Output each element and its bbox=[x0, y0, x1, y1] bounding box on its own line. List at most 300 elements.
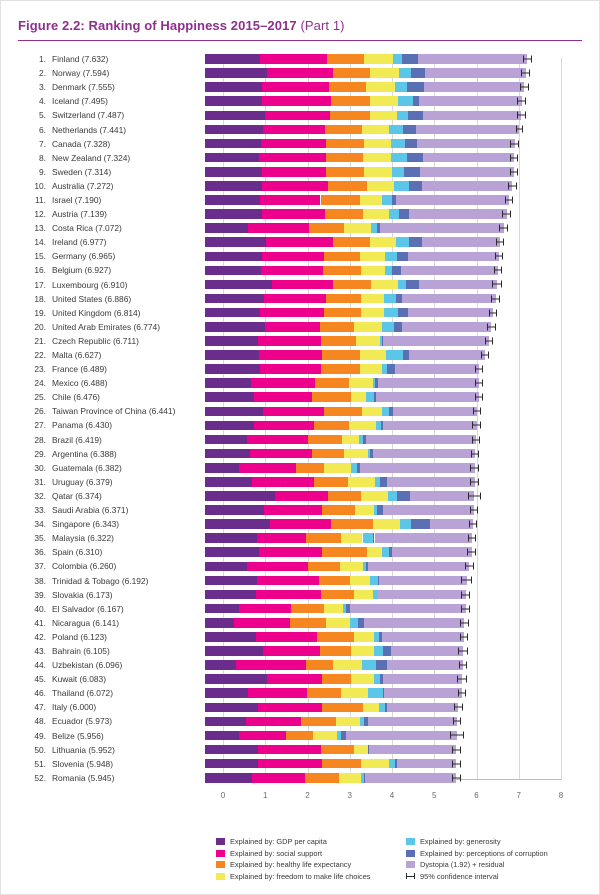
bar-segment bbox=[205, 82, 262, 92]
row-country-label: Ireland (6.977) bbox=[52, 237, 107, 248]
ranking-row bbox=[18, 573, 582, 587]
stacked-bar bbox=[205, 125, 582, 135]
bar-segment bbox=[419, 280, 497, 290]
bar-segment bbox=[370, 96, 399, 106]
ranking-row bbox=[18, 137, 582, 151]
ranking-row bbox=[18, 334, 582, 348]
bar-segment bbox=[360, 350, 386, 360]
bar-segment bbox=[392, 547, 472, 557]
bar-segment bbox=[382, 632, 464, 642]
bar-segment bbox=[205, 505, 264, 515]
row-country-label: Poland (6.123) bbox=[52, 631, 107, 642]
row-country-label: Argentina (6.388) bbox=[52, 448, 117, 459]
bar-segment bbox=[260, 195, 321, 205]
bar-segment bbox=[205, 68, 267, 78]
ranking-row bbox=[18, 278, 582, 292]
row-country-label: Thailand (6.072) bbox=[52, 688, 113, 699]
bar-segment bbox=[246, 717, 301, 727]
bar-segment bbox=[205, 435, 247, 445]
bar-segment bbox=[406, 280, 419, 290]
legend-item bbox=[406, 871, 548, 883]
row-country-label: Romania (5.945) bbox=[52, 772, 115, 783]
row-rank: 10. bbox=[34, 180, 46, 191]
bar-segment bbox=[393, 407, 478, 417]
bar-segment bbox=[395, 364, 480, 374]
bar-segment bbox=[363, 533, 374, 543]
bar-segment bbox=[364, 618, 465, 628]
row-country-label: Germany (6.965) bbox=[52, 251, 116, 262]
confidence-interval-bar bbox=[475, 397, 483, 398]
ranking-row bbox=[18, 672, 582, 686]
bar-segment bbox=[260, 308, 324, 318]
bar-segment bbox=[315, 378, 349, 388]
confidence-interval-bar bbox=[517, 115, 525, 116]
confidence-interval-bar bbox=[499, 228, 507, 229]
bar-segment bbox=[205, 618, 234, 628]
bar-segment bbox=[326, 167, 365, 177]
row-country-label: Kuwait (6.083) bbox=[52, 674, 106, 685]
bar-segment bbox=[260, 54, 327, 64]
row-country-label: Norway (7.594) bbox=[52, 68, 110, 79]
bar-segment bbox=[361, 759, 389, 769]
confidence-interval-bar bbox=[523, 58, 532, 59]
bar-segment bbox=[408, 308, 493, 318]
bar-segment bbox=[416, 125, 519, 135]
bar-segment bbox=[350, 604, 466, 614]
bar-segment bbox=[389, 209, 399, 219]
legend-item bbox=[216, 848, 371, 860]
bar-segment bbox=[366, 392, 374, 402]
ranking-row bbox=[18, 320, 582, 334]
row-country-label: Netherlands (7.441) bbox=[52, 124, 127, 135]
row-rank: 20. bbox=[34, 321, 46, 332]
bar-segment bbox=[363, 703, 379, 713]
bar-segment bbox=[236, 660, 305, 670]
ranking-row bbox=[18, 108, 582, 122]
stacked-bar bbox=[205, 153, 582, 163]
row-country-label: Lithuania (5.952) bbox=[52, 744, 115, 755]
ranking-row bbox=[18, 461, 582, 475]
row-country-label: Trinidad & Tobago (6.192) bbox=[52, 575, 149, 586]
stacked-bar bbox=[205, 703, 582, 713]
bar-segment bbox=[383, 336, 488, 346]
error-bar-icon bbox=[406, 873, 415, 880]
bar-segment bbox=[378, 378, 479, 388]
bar-segment bbox=[317, 632, 354, 642]
bar-segment bbox=[409, 237, 422, 247]
stacked-bar bbox=[205, 82, 582, 92]
bar-segment bbox=[397, 252, 408, 262]
bar-segment bbox=[370, 237, 396, 247]
row-country-label: Israel (7.190) bbox=[52, 194, 102, 205]
legend-swatch bbox=[406, 861, 415, 868]
bar-segment bbox=[354, 322, 381, 332]
bar-segment bbox=[402, 54, 419, 64]
stacked-bar bbox=[205, 209, 582, 219]
ranking-row bbox=[18, 306, 582, 320]
stacked-bar bbox=[205, 519, 582, 529]
bar-segment bbox=[265, 322, 320, 332]
row-rank: 43. bbox=[34, 645, 46, 656]
x-tick-label: 7 bbox=[516, 791, 521, 800]
bar-segment bbox=[387, 703, 459, 713]
confidence-interval-bar bbox=[452, 749, 460, 750]
bar-segment bbox=[397, 111, 408, 121]
row-country-label: Costa Rica (7.072) bbox=[52, 223, 122, 234]
bar-segment bbox=[368, 562, 470, 572]
bar-segment bbox=[205, 477, 252, 487]
legend-swatch bbox=[216, 873, 225, 880]
confidence-interval-bar bbox=[450, 735, 464, 736]
bar-segment bbox=[419, 96, 521, 106]
bar-segment bbox=[205, 322, 265, 332]
ranking-row bbox=[18, 729, 582, 743]
row-country-label: Uzbekistan (6.096) bbox=[52, 660, 123, 671]
bar-segment bbox=[387, 364, 394, 374]
bar-segment bbox=[262, 96, 331, 106]
row-country-label: Denmark (7.555) bbox=[52, 82, 115, 93]
bar-segment bbox=[409, 350, 485, 360]
ranking-row bbox=[18, 700, 582, 714]
bar-segment bbox=[340, 562, 363, 572]
row-rank: 1. bbox=[39, 54, 46, 65]
bar-segment bbox=[308, 562, 340, 572]
confidence-interval-bar bbox=[489, 312, 497, 313]
bar-segment bbox=[360, 252, 385, 262]
bar-segment bbox=[423, 111, 521, 121]
bar-segment bbox=[325, 209, 363, 219]
row-rank: 28. bbox=[34, 434, 46, 445]
x-tick-label: 4 bbox=[389, 791, 395, 800]
stacked-bar bbox=[205, 562, 582, 572]
row-rank: 25. bbox=[34, 392, 46, 403]
confidence-interval-bar bbox=[460, 622, 468, 623]
bar-segment bbox=[407, 153, 423, 163]
bar-segment bbox=[205, 223, 248, 233]
bar-segment bbox=[306, 660, 334, 670]
stacked-bar bbox=[205, 491, 582, 501]
row-rank: 40. bbox=[34, 603, 46, 614]
ranking-row bbox=[18, 489, 582, 503]
ranking-row bbox=[18, 545, 582, 559]
bar-segment bbox=[355, 505, 374, 515]
bar-segment bbox=[205, 717, 246, 727]
bar-segment bbox=[394, 181, 409, 191]
bar-segment bbox=[368, 717, 457, 727]
ranking-row bbox=[18, 616, 582, 630]
bar-segment bbox=[205, 660, 236, 670]
confidence-interval-bar bbox=[460, 636, 468, 637]
bar-segment bbox=[333, 237, 370, 247]
row-rank: 49. bbox=[34, 730, 46, 741]
bar-segment bbox=[376, 392, 479, 402]
bar-segment bbox=[394, 322, 402, 332]
bar-segment bbox=[325, 125, 362, 135]
bar-segment bbox=[350, 576, 371, 586]
bar-segment bbox=[362, 660, 376, 670]
bar-segment bbox=[382, 322, 394, 332]
bar-segment bbox=[324, 308, 361, 318]
x-tick-label: 5 bbox=[432, 791, 437, 800]
bar-segment bbox=[314, 421, 348, 431]
row-rank: 19. bbox=[34, 307, 46, 318]
bar-segment bbox=[205, 674, 267, 684]
bar-segment bbox=[380, 477, 388, 487]
row-country-label: United Kingdom (6.814) bbox=[52, 307, 141, 318]
bar-segment bbox=[397, 491, 410, 501]
bar-segment bbox=[422, 181, 512, 191]
bar-segment bbox=[382, 407, 389, 417]
row-country-label: Colombia (6.260) bbox=[52, 561, 117, 572]
bar-segment bbox=[256, 632, 317, 642]
confidence-interval-bar bbox=[470, 481, 478, 482]
bar-segment bbox=[420, 167, 514, 177]
x-tick-label: 8 bbox=[558, 791, 564, 800]
bar-segment bbox=[329, 82, 366, 92]
row-country-label: Ecuador (5.973) bbox=[52, 716, 113, 727]
bar-segment bbox=[341, 688, 368, 698]
row-rank: 17. bbox=[34, 279, 46, 290]
ranking-row bbox=[18, 221, 582, 235]
confidence-interval-bar bbox=[510, 171, 518, 172]
confidence-interval-bar bbox=[461, 594, 469, 595]
row-country-label: Australia (7.272) bbox=[52, 180, 114, 191]
row-rank: 11. bbox=[34, 194, 46, 205]
legend-swatch bbox=[216, 838, 225, 845]
row-rank: 7. bbox=[39, 138, 46, 149]
row-country-label: El Salvador (6.167) bbox=[52, 603, 124, 614]
stacked-bar bbox=[205, 646, 582, 656]
bar-segment bbox=[205, 209, 262, 219]
row-country-label: Austria (7.139) bbox=[52, 209, 107, 220]
ranking-row bbox=[18, 644, 582, 658]
bar-segment bbox=[360, 463, 474, 473]
chart-area bbox=[18, 52, 582, 812]
legend-label: Explained by: GDP per capita bbox=[230, 837, 327, 847]
bar-segment bbox=[205, 153, 259, 163]
stacked-bar bbox=[205, 590, 582, 600]
figure-title bbox=[18, 18, 345, 33]
confidence-interval-bar bbox=[452, 777, 461, 778]
bar-segment bbox=[382, 195, 392, 205]
row-country-label: France (6.489) bbox=[52, 364, 107, 375]
bar-segment bbox=[330, 111, 369, 121]
bar-segment bbox=[205, 632, 256, 642]
row-rank: 14. bbox=[34, 237, 46, 248]
row-country-label: Malaysia (6.322) bbox=[52, 533, 114, 544]
row-country-label: Belize (5.956) bbox=[52, 730, 104, 741]
bar-segment bbox=[205, 745, 258, 755]
bar-segment bbox=[321, 364, 360, 374]
stacked-bar bbox=[205, 181, 582, 191]
bar-segment bbox=[205, 731, 239, 741]
legend-item bbox=[216, 859, 371, 871]
bar-segment bbox=[361, 308, 384, 318]
bar-segment bbox=[320, 646, 351, 656]
bar-segment bbox=[205, 364, 260, 374]
bar-segment bbox=[328, 491, 360, 501]
bar-segment bbox=[322, 350, 360, 360]
row-rank: 44. bbox=[34, 660, 46, 671]
bar-segment bbox=[371, 280, 398, 290]
bar-segment bbox=[262, 167, 325, 177]
confidence-interval-bar bbox=[470, 467, 479, 468]
bar-segment bbox=[239, 604, 291, 614]
row-country-label: Slovakia (6.173) bbox=[52, 589, 113, 600]
bar-segment bbox=[205, 421, 254, 431]
confidence-interval-bar bbox=[495, 256, 503, 257]
ranking-row bbox=[18, 757, 582, 771]
row-rank: 21. bbox=[34, 335, 46, 346]
bar-segment bbox=[370, 576, 378, 586]
figure-title-part: (Part 1) bbox=[300, 18, 345, 33]
ranking-row bbox=[18, 588, 582, 602]
row-rank: 24. bbox=[34, 378, 46, 389]
ranking-row bbox=[18, 771, 582, 785]
bar-segment bbox=[363, 153, 391, 163]
confidence-interval-bar bbox=[472, 439, 480, 440]
row-rank: 16. bbox=[34, 265, 46, 276]
row-country-label: Guatemala (6.382) bbox=[52, 462, 122, 473]
stacked-bar bbox=[205, 407, 582, 417]
bar-segment bbox=[368, 688, 383, 698]
confidence-interval-bar bbox=[510, 143, 518, 144]
ranking-row bbox=[18, 559, 582, 573]
confidence-interval-bar bbox=[469, 524, 477, 525]
bar-segment bbox=[365, 773, 456, 783]
bar-segment bbox=[264, 294, 326, 304]
stacked-bar bbox=[205, 688, 582, 698]
bar-segment bbox=[263, 407, 324, 417]
ranking-row bbox=[18, 630, 582, 644]
bar-segment bbox=[356, 336, 380, 346]
confidence-interval-bar bbox=[454, 707, 462, 708]
row-country-label: Italy (6.000) bbox=[52, 702, 97, 713]
bar-segment bbox=[205, 576, 257, 586]
bar-segment bbox=[418, 54, 527, 64]
confidence-interval-bar bbox=[458, 693, 466, 694]
confidence-interval-bar bbox=[459, 665, 467, 666]
ranking-row bbox=[18, 66, 582, 80]
legend-swatch bbox=[216, 850, 225, 857]
bar-segment bbox=[384, 294, 396, 304]
bar-segment bbox=[424, 82, 524, 92]
bar-segment bbox=[370, 68, 399, 78]
row-country-label: Panama (6.430) bbox=[52, 420, 113, 431]
bar-segment bbox=[205, 181, 262, 191]
bar-segment bbox=[263, 646, 320, 656]
bar-segment bbox=[402, 294, 496, 304]
bar-segment bbox=[252, 773, 304, 783]
bar-segment bbox=[321, 336, 356, 346]
bar-segment bbox=[333, 660, 362, 670]
row-rank: 33. bbox=[34, 505, 46, 516]
bar-segment bbox=[321, 745, 354, 755]
bar-segment bbox=[326, 153, 363, 163]
row-country-label: Luxembourg (6.910) bbox=[52, 279, 128, 290]
confidence-interval-bar bbox=[502, 214, 510, 215]
bar-segment bbox=[391, 153, 406, 163]
stacked-bar bbox=[205, 463, 582, 473]
row-rank: 37. bbox=[34, 561, 46, 572]
row-country-label: Mexico (6.488) bbox=[52, 378, 108, 389]
stacked-bar bbox=[205, 308, 582, 318]
bar-segment bbox=[239, 463, 296, 473]
ranking-row bbox=[18, 179, 582, 193]
bar-segment bbox=[262, 209, 326, 219]
bar-segment bbox=[322, 703, 364, 713]
confidence-interval-bar bbox=[494, 270, 502, 271]
row-country-label: Nicaragua (6.141) bbox=[52, 617, 120, 628]
stacked-bar bbox=[205, 364, 582, 374]
row-rank: 32. bbox=[34, 490, 46, 501]
x-tick-label: 1 bbox=[263, 791, 268, 800]
ranking-row bbox=[18, 743, 582, 757]
bar-segment bbox=[378, 590, 465, 600]
row-country-label: Taiwan Province of China (6.441) bbox=[52, 406, 176, 417]
bar-segment bbox=[396, 195, 509, 205]
row-rank: 47. bbox=[34, 702, 46, 713]
bar-segment bbox=[205, 533, 257, 543]
bar-segment bbox=[326, 139, 364, 149]
bar-segment bbox=[305, 773, 340, 783]
confidence-interval-bar bbox=[458, 650, 468, 651]
bar-segment bbox=[405, 139, 417, 149]
confidence-interval-bar bbox=[473, 411, 481, 412]
confidence-interval-bar bbox=[487, 326, 496, 327]
confidence-interval-bar bbox=[465, 566, 473, 567]
bar-segment bbox=[267, 68, 334, 78]
ranking-row bbox=[18, 151, 582, 165]
bar-segment bbox=[270, 519, 331, 529]
ranking-row bbox=[18, 390, 582, 404]
bar-segment bbox=[384, 688, 461, 698]
bar-segment bbox=[308, 435, 342, 445]
ranking-row bbox=[18, 376, 582, 390]
bar-segment bbox=[367, 547, 382, 557]
ranking-row bbox=[18, 292, 582, 306]
bar-segment bbox=[313, 731, 338, 741]
bar-segment bbox=[339, 773, 361, 783]
ranking-row bbox=[18, 52, 582, 66]
ranking-row bbox=[18, 122, 582, 136]
row-country-label: Brazil (6.419) bbox=[52, 434, 102, 445]
row-rank: 26. bbox=[34, 406, 46, 417]
confidence-interval-bar bbox=[516, 129, 524, 130]
row-country-label: Belgium (6.927) bbox=[52, 265, 112, 276]
confidence-interval-bar bbox=[461, 580, 473, 581]
row-rank: 35. bbox=[34, 533, 46, 544]
bar-segment bbox=[369, 745, 457, 755]
legend-column-left bbox=[216, 836, 371, 882]
stacked-bar bbox=[205, 111, 582, 121]
stacked-bar bbox=[205, 435, 582, 445]
bar-segment bbox=[408, 252, 500, 262]
bar-segment bbox=[320, 322, 354, 332]
bar-segment bbox=[370, 111, 398, 121]
bar-segment bbox=[384, 308, 399, 318]
bar-segment bbox=[265, 111, 330, 121]
bar-segment bbox=[205, 125, 263, 135]
stacked-bar bbox=[205, 576, 582, 586]
bar-segment bbox=[262, 181, 328, 191]
bar-segment bbox=[205, 392, 254, 402]
row-rank: 6. bbox=[39, 124, 46, 135]
bar-segment bbox=[205, 336, 258, 346]
confidence-interval-bar bbox=[481, 354, 489, 355]
stacked-bar bbox=[205, 96, 582, 106]
bar-segment bbox=[205, 547, 259, 557]
